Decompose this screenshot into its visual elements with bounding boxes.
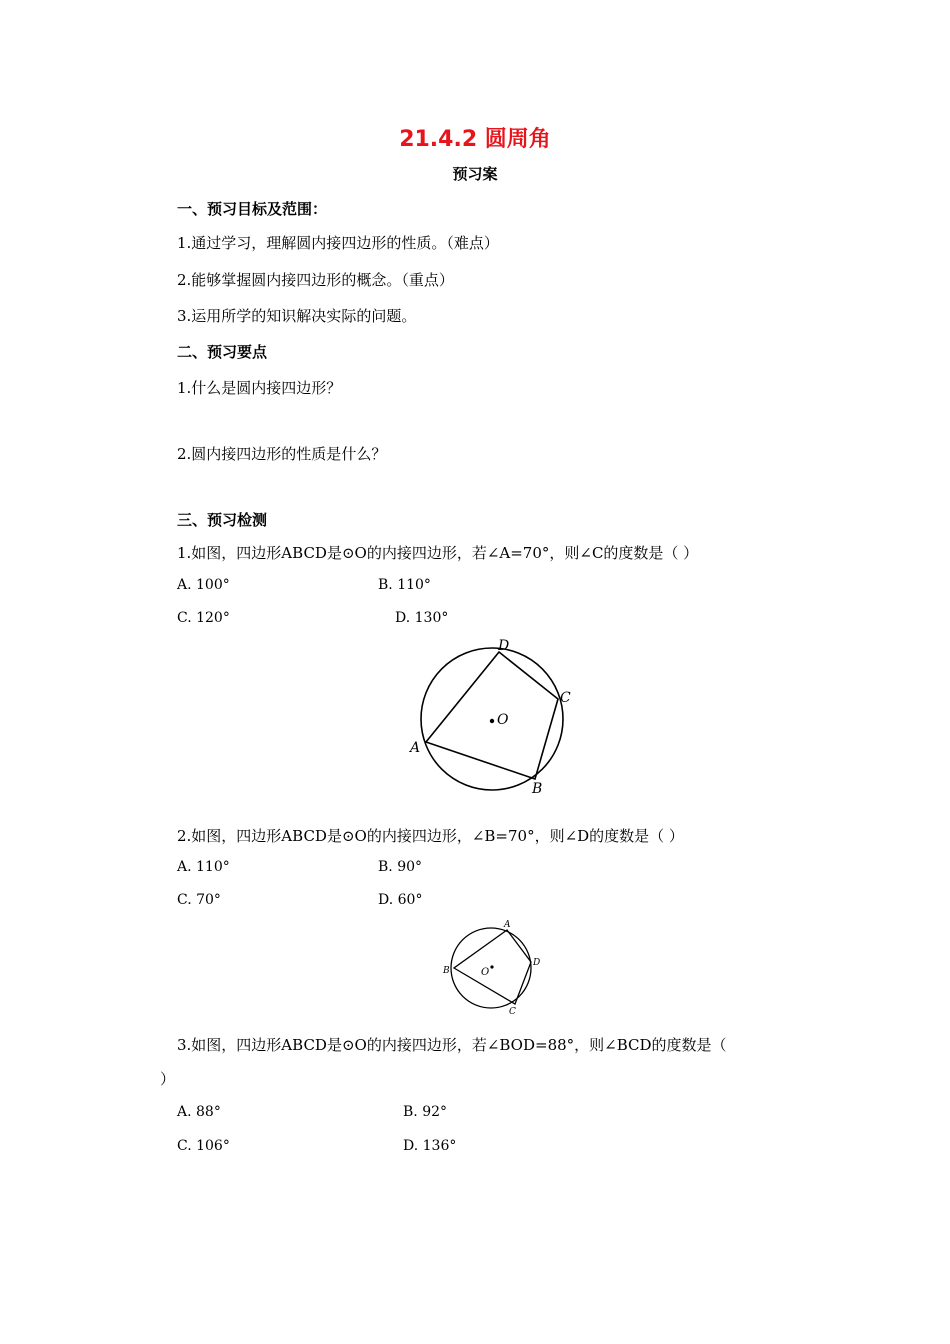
label-d: D bbox=[498, 638, 510, 654]
question-1-stem: 1.如图，四边形ABCD是⊙O的内接四边形，若∠A=70°，则∠C的度数是（ ） bbox=[177, 544, 699, 562]
label-b: B bbox=[532, 781, 543, 797]
question-2-option-a: A. 110° bbox=[177, 859, 230, 875]
question-3-stem: 3.如图，四边形ABCD是⊙O的内接四边形，若∠BOD=88°，则∠BCD的度数是（ bbox=[177, 1036, 727, 1054]
section1-heading: 一、预习目标及范围： bbox=[177, 200, 328, 218]
question-1-option-a: A. 100° bbox=[177, 577, 230, 593]
question-2-option-b: B. 90° bbox=[378, 859, 423, 875]
section1-item: 1.通过学习，理解圆内接四边形的性质。（难点） bbox=[177, 234, 499, 252]
page-subtitle: 预习案 bbox=[452, 165, 498, 183]
section1-item: 2.能够掌握圆内接四边形的概念。（重点） bbox=[177, 271, 454, 289]
quadrilateral-abcd bbox=[426, 652, 558, 779]
label-c: C bbox=[509, 1007, 516, 1017]
question-2-stem: 2.如图，四边形ABCD是⊙O的内接四边形，∠B=70°，则∠D的度数是（ ） bbox=[177, 827, 684, 845]
section1-item: 3.运用所学的知识解决实际的问题。 bbox=[177, 307, 417, 325]
question-1-option-d: D. 130° bbox=[395, 610, 449, 626]
question-3-option-c: C. 106° bbox=[177, 1138, 230, 1154]
label-o: O bbox=[497, 712, 509, 728]
question-1-figure bbox=[400, 630, 590, 800]
question-1-option-b: B. 110° bbox=[378, 577, 431, 593]
label-a: A bbox=[410, 740, 421, 756]
question-2-option-d: D. 60° bbox=[378, 892, 423, 908]
question-3-option-b: B. 92° bbox=[403, 1104, 448, 1120]
label-a: A bbox=[504, 920, 511, 930]
page-title: 21.4.2 圆周角 bbox=[399, 127, 551, 152]
section2-heading: 二、预习要点 bbox=[177, 343, 268, 361]
question-2-option-c: C. 70° bbox=[177, 892, 221, 908]
question-3-option-d: D. 136° bbox=[403, 1138, 457, 1154]
label-o: O bbox=[481, 967, 490, 978]
question-3-stem-continued: ） bbox=[160, 1070, 176, 1088]
label-c: C bbox=[560, 690, 571, 706]
center-point-o bbox=[490, 719, 494, 723]
section2-item: 2.圆内接四边形的性质是什么？ bbox=[177, 445, 387, 463]
question-2-figure bbox=[435, 915, 550, 1017]
section2-item: 1.什么是圆内接四边形？ bbox=[177, 379, 342, 397]
section3-heading: 三、预习检测 bbox=[177, 511, 268, 529]
question-1-option-c: C. 120° bbox=[177, 610, 230, 626]
label-b: B bbox=[443, 966, 450, 976]
question-3-option-a: A. 88° bbox=[177, 1104, 221, 1120]
center-point-o bbox=[490, 965, 493, 968]
label-d: D bbox=[533, 958, 541, 968]
